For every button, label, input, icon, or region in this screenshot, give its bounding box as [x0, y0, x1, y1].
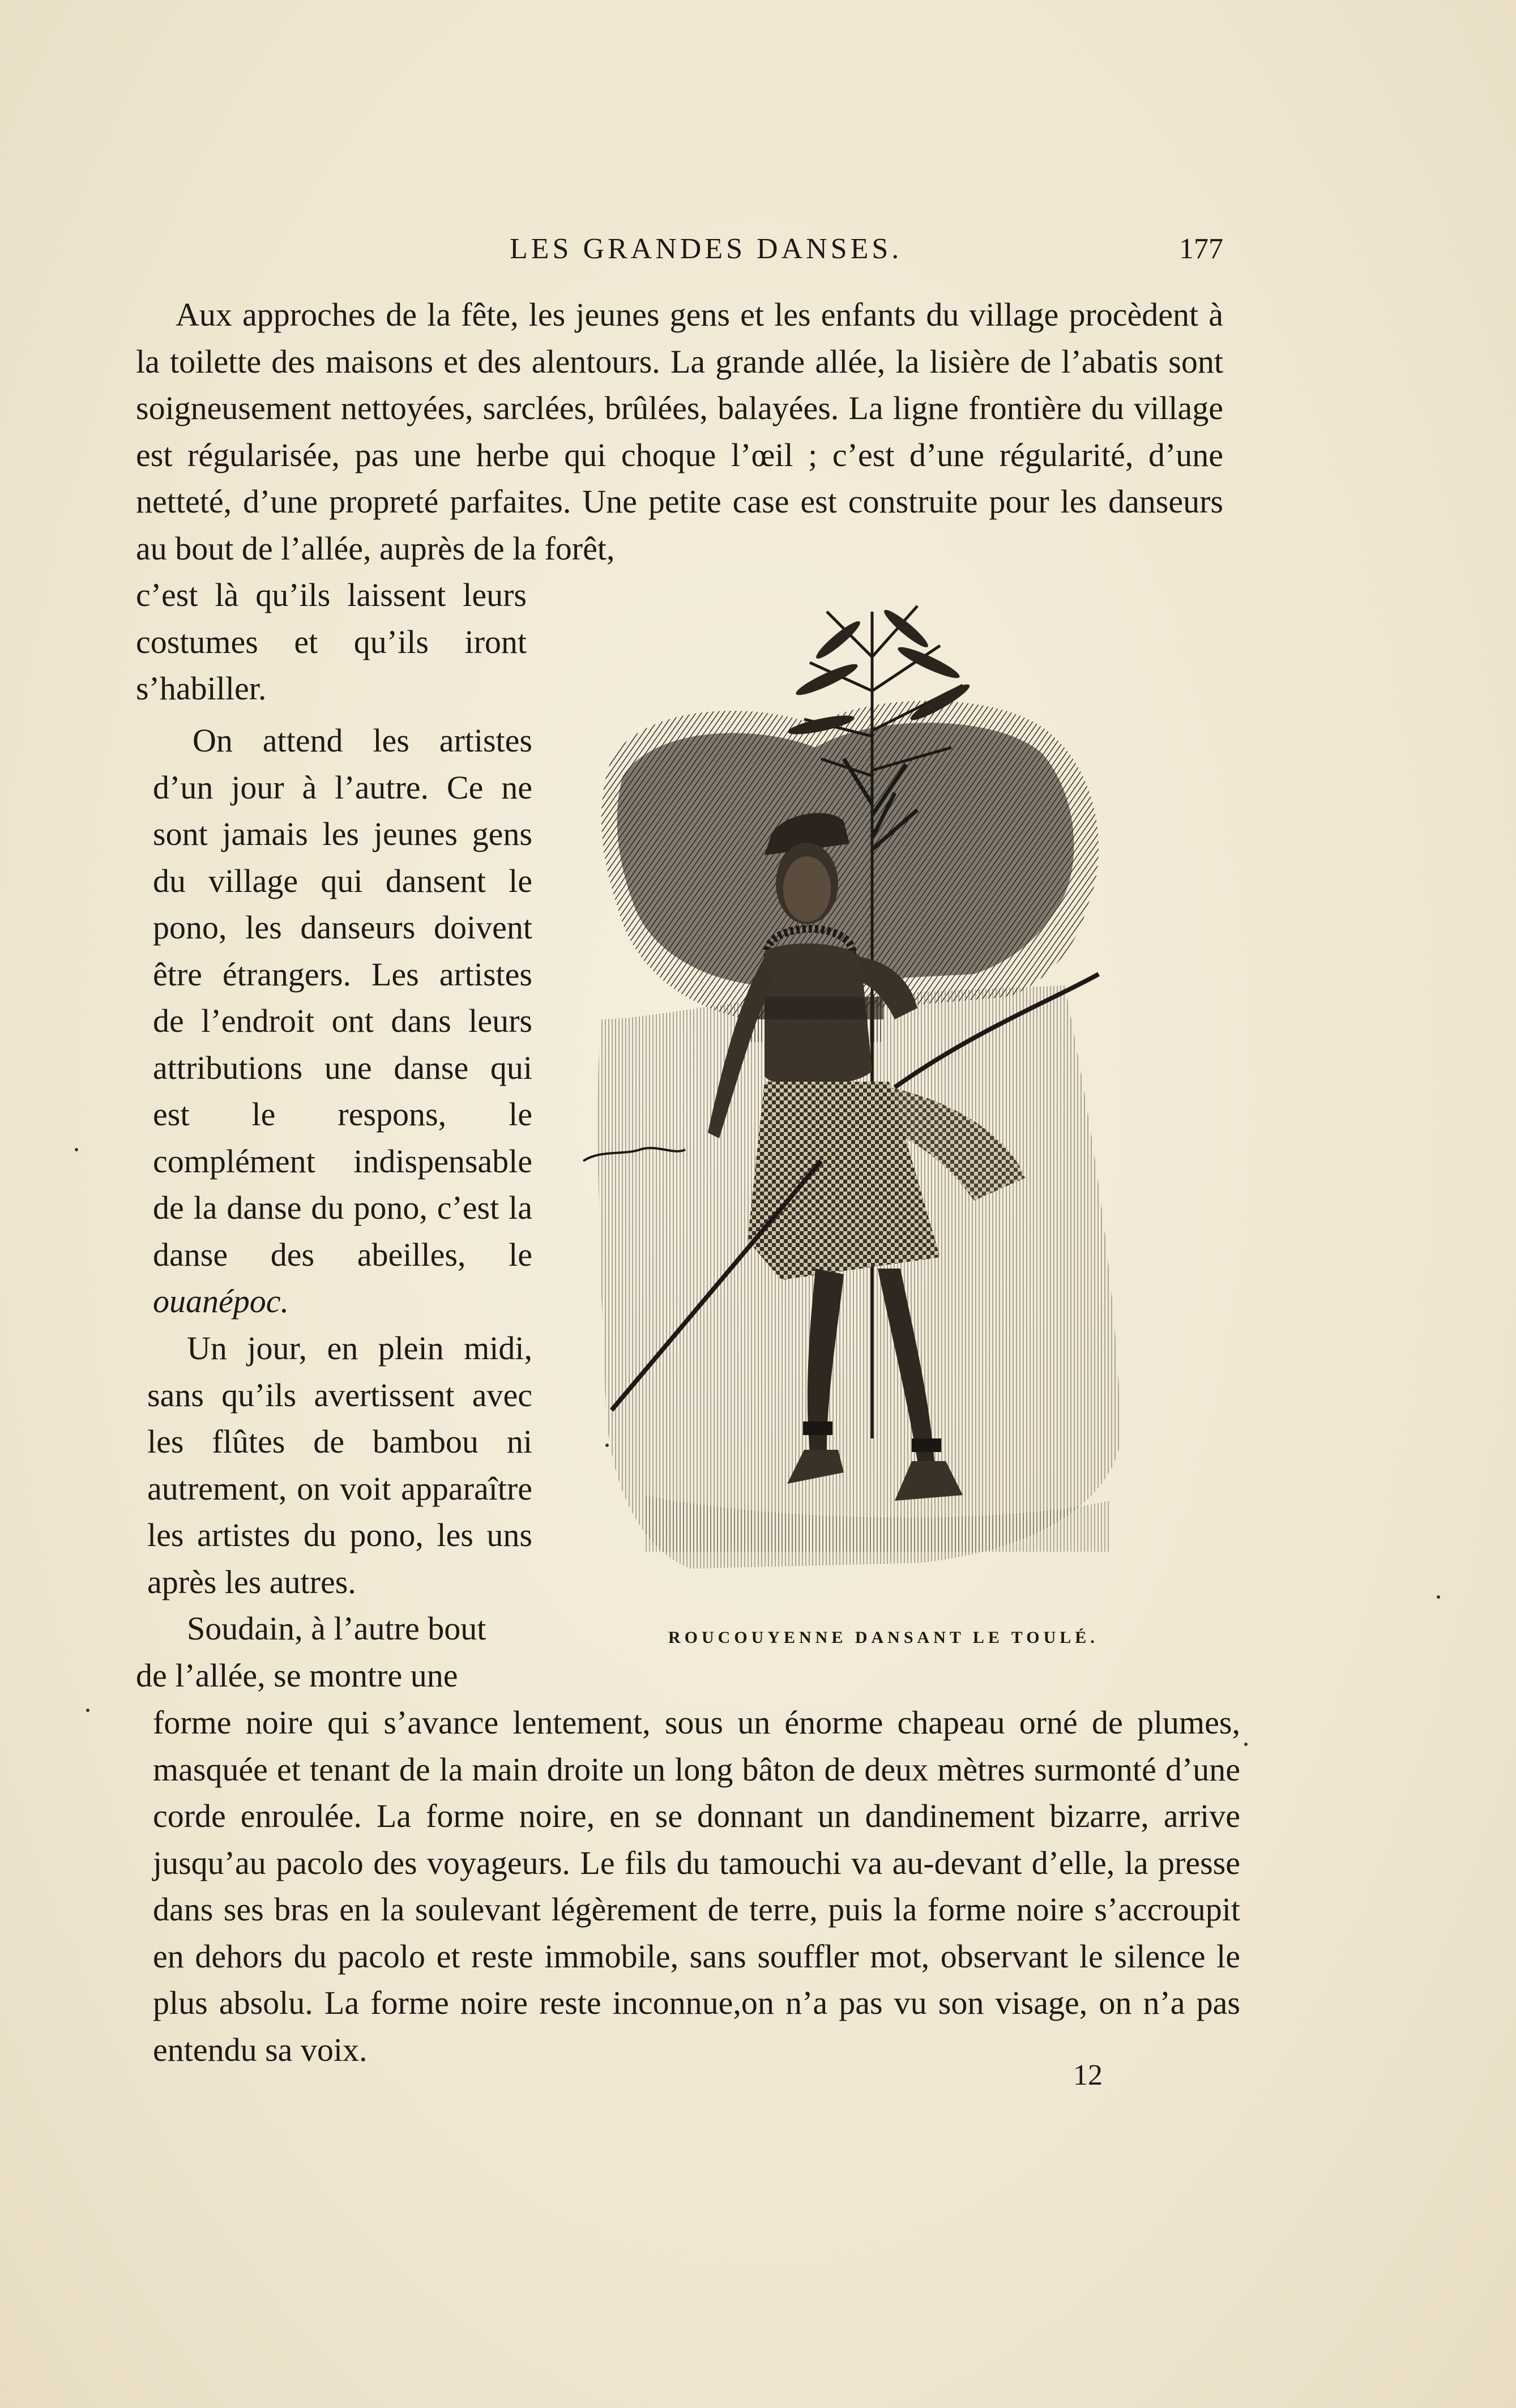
paragraph-2: c’est là qu’ils laissent leurs costumes et qu’ils iront s’habiller.: [136, 577, 527, 707]
paragraph-5-line-a-text: Soudain, à l’autre bout: [187, 1610, 486, 1647]
paragraph-5-rest: forme noire qui s’avance lentement, sous un énorme chapeau orné de plumes, masquée et tenant de la main droite un long bâton de deux mètres surmonté d’une corde enroulée. La forme noire, en se donnant un dandinement bizarre, arrive jusqu’au pacolo des voyageurs. Le fils du tamouchi va au-devant d’elle, la presse dans ses bras en la soulevant légèrement de terre, puis la forme noire s’accroupit en dehors du pacolo et reste immobile, sans souffler mot, observant le silence le plus absolu. La forme noire reste inconnue,on n’a pas vu son visage, on n’a pas entendu sa voix.: [153, 1704, 1240, 2068]
signature-mark: 12: [1073, 2059, 1103, 2091]
paragraph-1-text: Aux approches de la fête, les jeunes gens et les enfants du village procèdent à la toilette des maisons et des alentours. La grande allée, la lisière de l’abatis sont soigneusement nettoyées, sarclées, brûlées, balayées. La ligne frontière du village est régularisée, pas une herbe qui choque l’œil ; c’est d’une régularité, d’une netteté, d’une propreté parfaites. Une petite case est construite pour les danseurs au bout de l’allée, auprès de la forêt,: [136, 296, 1223, 567]
page-number: 177: [1179, 233, 1223, 265]
paragraph-3-text: On attend les artistes d’un jour à l’autre. Ce ne sont jamais les jeunes gens du village qui dansent le pono, les danseurs doivent être étrangers. Les artistes de l’endroit ont dans leurs attributions une danse qui est le respons, le complément indispensable de la danse du pono, c’est la danse des abeilles, le: [153, 722, 532, 1273]
figure-caption: ROUCOUYENNE DANSANT LE TOULÉ.: [668, 1628, 1099, 1647]
paragraph-3-italic-term: ouanépoc.: [153, 1283, 289, 1320]
running-title: LES GRANDES DANSES.: [510, 233, 903, 265]
paragraph-4-text: Un jour, en plein midi, sans qu’ils avertissent avec les flûtes de bambou ni autrement, on voit apparaître les artistes du pono, les uns après les autres.: [147, 1330, 532, 1600]
paragraph-5-line-b: de l’allée, se montre une: [136, 1657, 458, 1694]
